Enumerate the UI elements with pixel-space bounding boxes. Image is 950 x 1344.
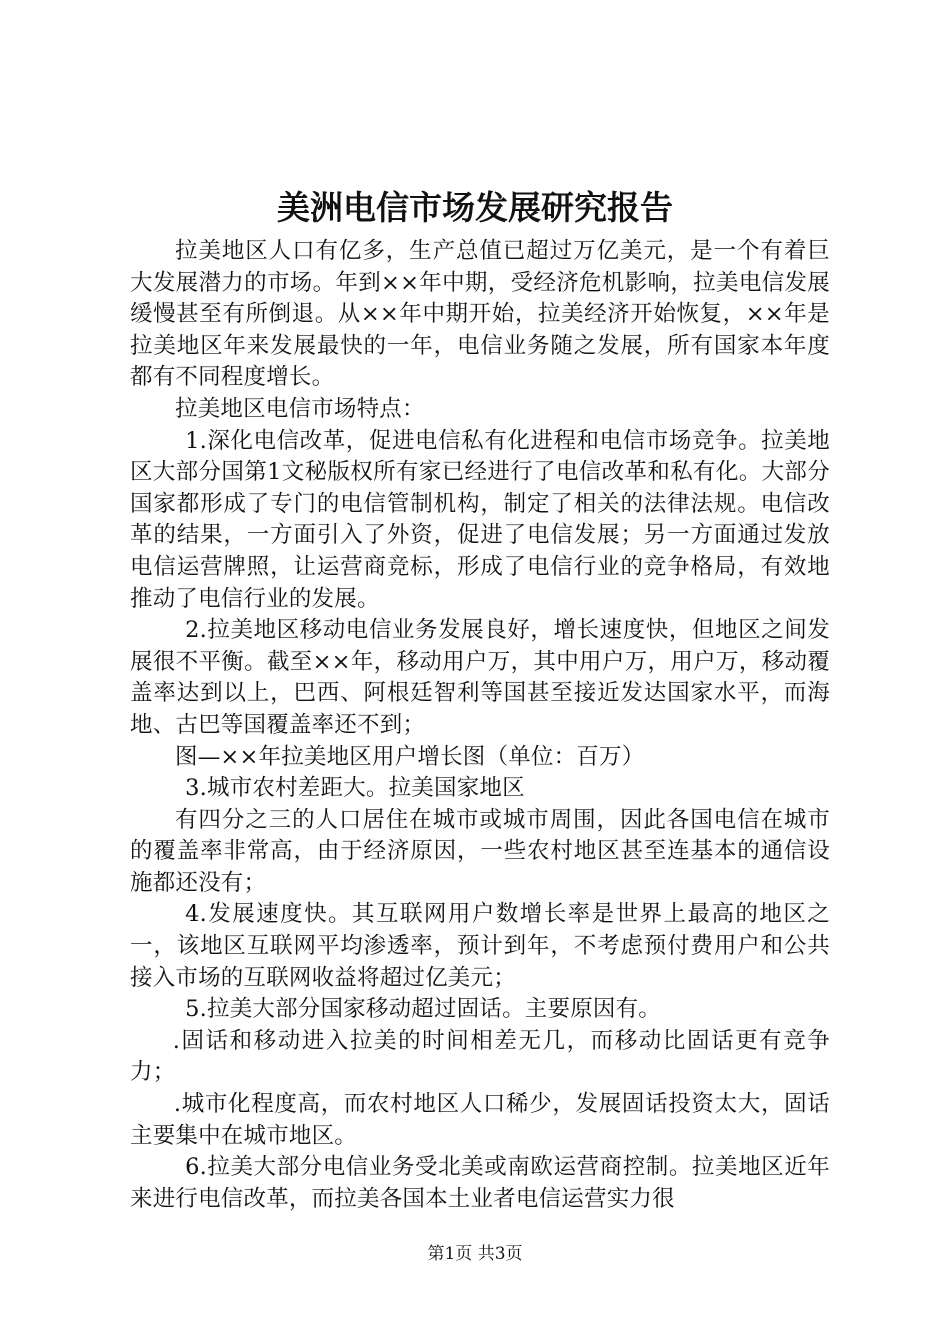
paragraph-reason-2: .城市化程度高，而农村地区人口稀少，发展固话投资太大，固话主要集中在城市地区。 — [130, 1091, 830, 1149]
paragraph-point-6: 6.拉美大部分电信业务受北美或南欧运营商控制。拉美地区近年来进行电信改革，而拉美各国本土业者电信运营实力很 — [130, 1154, 830, 1212]
paragraph-reason-1: .固话和移动进入拉美的时间相差无几，而移动比固话更有竞争力； — [130, 1027, 830, 1086]
paragraph-figure-caption: 图—××年拉美地区用户增长图（单位：百万） — [175, 743, 645, 770]
paragraph-point-2: 2.拉美地区移动电信业务发展良好，增长速度快，但地区之间发展很不平衡。截至××年，移动用户万，其中用户万，用户万，移动覆盖率达到以上，巴西、阿根廷智利等国甚至接近发达国家水平，而海地、古巴等国覆盖率还不到； — [130, 617, 830, 738]
paragraph-point-3: 3.城市农村差距大。拉美国家地区 — [185, 775, 525, 802]
page-footer: 第1页 共3页 — [427, 1244, 523, 1264]
document-title: 美洲电信市场发展研究报告 — [277, 188, 673, 227]
paragraph-point-5: 5.拉美大部分国家移动超过固话。主要原因有。 — [185, 996, 661, 1023]
paragraph-point-1: 1.深化电信改革，促进电信私有化进程和电信市场竞争。拉美地区大部分国第1文秘版权所有家已经进行了电信改革和私有化。大部分国家都形成了专门的电信管制机构，制定了相关的法律法规。电信改革的结果，一方面引入了外资，促进了电信发展；另一方面通过发放电信运营牌照，让运营商竞标，形成了电信行业的竞争格局，有效地推动了电信行业的发展。 — [130, 427, 830, 612]
paragraph-features-heading: 拉美地区电信市场特点： — [175, 395, 425, 422]
paragraph-intro: 拉美地区人口有亿多，生产总值已超过万亿美元，是一个有着巨大发展潜力的市场。年到××年中期，受经济危机影响，拉美电信发展缓慢甚至有所倒退。从××年中期开始，拉美经济开始恢复，××年是拉美地区年来发展最快的一年，电信业务随之发展，所有国家本年度都有不同程度增长。 — [130, 238, 830, 391]
document-body — [130, 236, 830, 1215]
paragraph-point-4: 4.发展速度快。其互联网用户数增长率是世界上最高的地区之一，该地区互联网平均渗透率，预计到年，不考虑预付费用户和公共接入市场的互联网收益将超过亿美元； — [130, 901, 830, 991]
paragraph-point-3-continued: 有四分之三的人口居住在城市或城市周围，因此各国电信在城市的覆盖率非常高，由于经济原因，一些农村地区甚至连基本的通信设施都还没有； — [130, 806, 830, 896]
